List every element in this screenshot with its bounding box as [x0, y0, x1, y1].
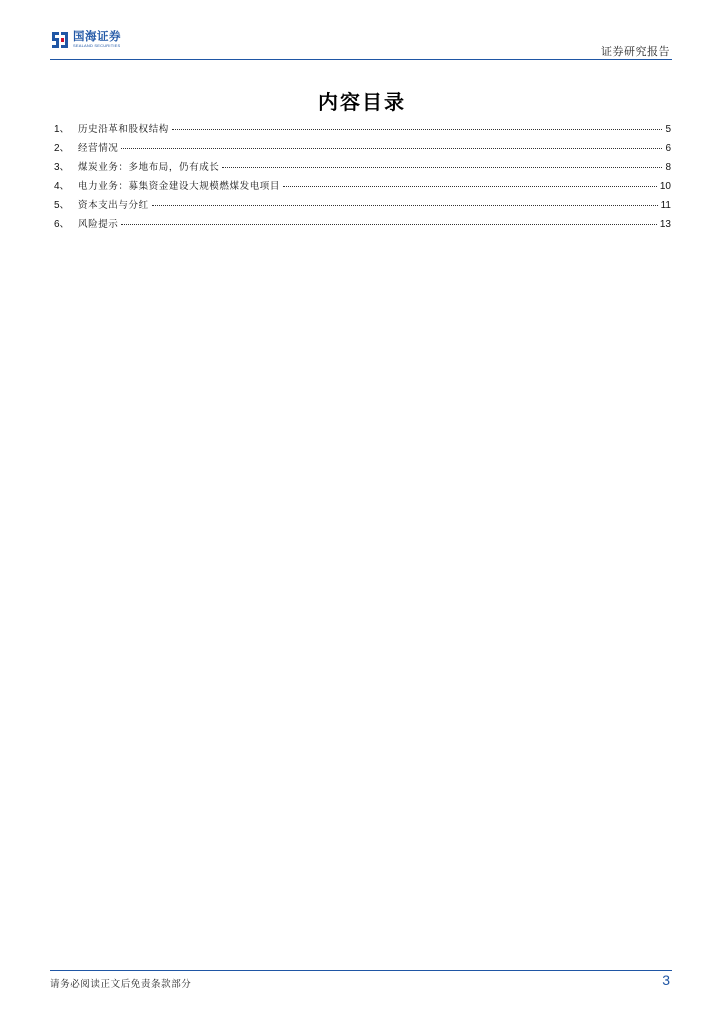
toc-item-number: 1、 — [54, 124, 70, 135]
toc-item-4[interactable] — [54, 177, 671, 196]
footer-divider — [50, 970, 672, 971]
toc-leader-dots — [283, 186, 657, 187]
toc-leader-dots — [152, 205, 658, 206]
toc-item-1[interactable] — [54, 120, 671, 139]
toc-item-number: 6、 — [54, 219, 70, 230]
toc-item-label: 资本支出与分红 — [78, 200, 149, 211]
toc-item-number: 2、 — [54, 143, 70, 154]
logo-chinese-name: 国海证券 — [73, 29, 121, 43]
footer-disclaimer: 请务必阅读正文后免责条款部分 — [50, 979, 192, 990]
toc-leader-dots — [172, 129, 663, 130]
toc-item-label: 风险提示 — [78, 219, 119, 230]
toc-item-label: 经营情况 — [78, 143, 119, 154]
page-header — [50, 28, 672, 61]
toc-item-page: 6 — [665, 143, 671, 154]
toc-item-page: 11 — [660, 200, 671, 211]
toc-item-number: 3、 — [54, 162, 70, 173]
toc-item-number: 5、 — [54, 200, 70, 211]
toc-item-3[interactable] — [54, 158, 671, 177]
toc-item-label: 历史沿革和股权结构 — [78, 124, 169, 135]
toc-item-5[interactable] — [54, 196, 671, 215]
toc-item-page: 10 — [659, 181, 671, 192]
toc-leader-dots — [121, 148, 662, 149]
toc-item-page: 5 — [665, 124, 671, 135]
table-of-contents — [54, 120, 671, 234]
header-divider — [50, 59, 672, 60]
toc-item-label: 电力业务：募集资金建设大规模燃煤发电项目 — [78, 181, 281, 192]
company-logo — [50, 30, 121, 50]
toc-item-page: 8 — [665, 162, 671, 173]
toc-item-2[interactable] — [54, 139, 671, 158]
logo-english-name: SEALAND SECURITIES — [73, 43, 121, 48]
toc-leader-dots — [121, 224, 656, 225]
toc-leader-dots — [222, 167, 662, 168]
toc-item-6[interactable] — [54, 215, 671, 234]
toc-title: 内容目录 — [318, 90, 406, 114]
toc-item-number: 4、 — [54, 181, 70, 192]
report-type-label: 证券研究报告 — [601, 45, 670, 58]
toc-item-label: 煤炭业务：多地布局，仍有成长 — [78, 162, 220, 173]
page-number: 3 — [662, 972, 670, 988]
sealand-logo-icon — [50, 30, 70, 50]
toc-item-page: 13 — [659, 219, 671, 230]
